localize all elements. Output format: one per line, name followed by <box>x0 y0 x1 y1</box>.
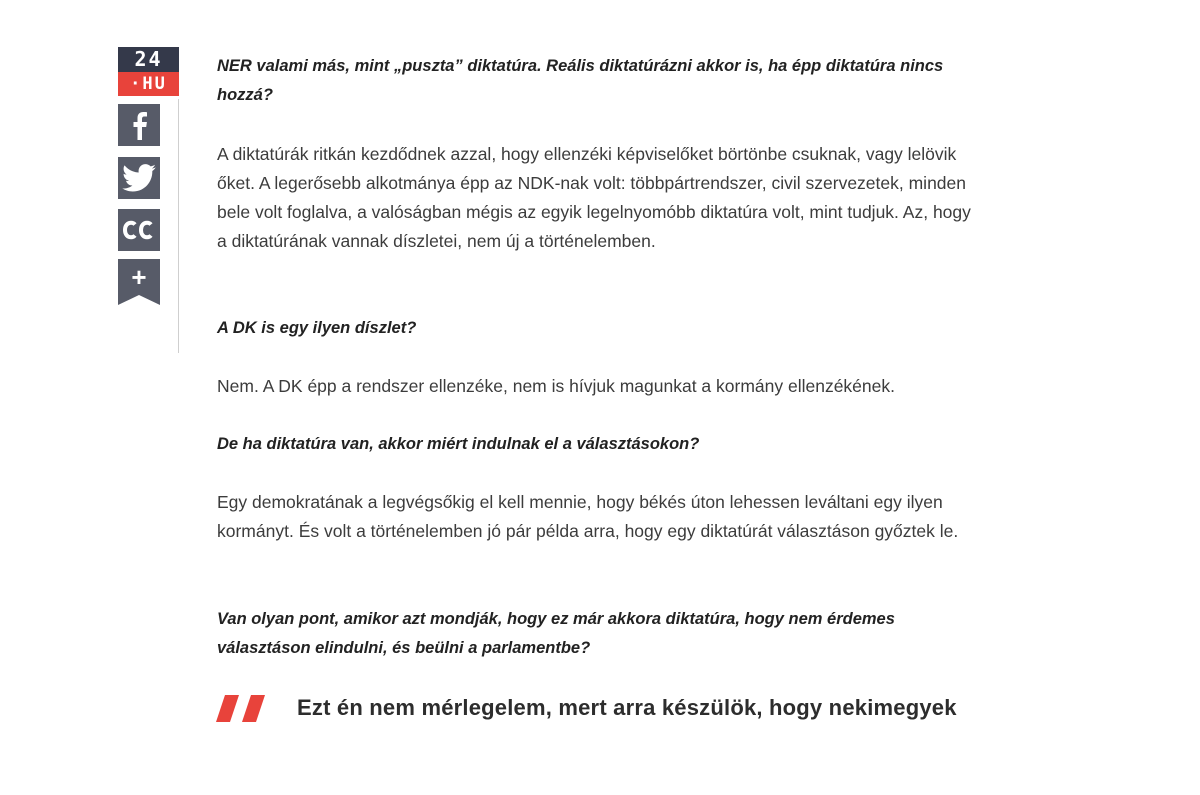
twitter-icon <box>122 164 156 192</box>
logo-number: 24 <box>118 47 179 72</box>
interview-question: NER valami más, mint „puszta” diktatúra. Reális diktatúrázni akkor is, ha épp diktatúra nincs hozzá? <box>217 57 944 104</box>
plus-icon: + <box>131 262 147 292</box>
facebook-icon <box>129 110 149 140</box>
interview-answer: Nem. A DK épp a rendszer ellenzéke, nem is hívjuk magunkat a kormány ellenzékének. <box>217 376 895 396</box>
interview-question: A DK is egy ilyen díszlet? <box>217 319 417 337</box>
site-logo[interactable] <box>118 47 179 97</box>
interview-answer: Egy demokratának a legvégsőkig el kell mennie, hogy békés úton lehessen leváltani egy ilyen kormányt. És volt a történelemben jó pár példa arra, hogy egy diktatúrát választáson győztek le. <box>217 492 959 541</box>
interview-answer: A diktatúrák ritkán kezdődnek azzal, hogy ellenzéki képviselőket börtönbe csuknak, vagy lelövik őket. A legerősebb alkotmánya épp az NDK-nak volt: többpártrendszer, civil szervezetek, minden bele volt foglalva, a valóságban mégis az egyik legelnyomóbb diktatúra volt, mint tudjuk. Az, hogy a diktatúrának vannak díszletei, nem új a történelemben. <box>217 144 971 251</box>
interview-question: Van olyan pont, amikor azt mondják, hogy ez már akkora diktatúra, hogy nem érdemes választáson elindulni, és beülni a parlamentbe? <box>217 610 895 657</box>
facebook-share-button[interactable] <box>118 104 160 146</box>
quote-mark-icon <box>215 695 271 725</box>
share-rail <box>118 47 180 305</box>
rail-divider <box>178 99 179 353</box>
content-cutoff <box>120 722 980 795</box>
interview-question: De ha diktatúra van, akkor miért indulnak el a választásokon? <box>217 435 700 453</box>
twitter-share-button[interactable] <box>118 157 160 199</box>
cc-icon <box>122 219 156 241</box>
more-share-button[interactable] <box>118 259 160 305</box>
logo-domain: ·HU <box>118 72 179 96</box>
pull-quote-text: Ezt én nem mérlegelem, mert arra készülök, hogy nekimegyek <box>297 695 957 720</box>
cc-share-button[interactable] <box>118 209 160 251</box>
